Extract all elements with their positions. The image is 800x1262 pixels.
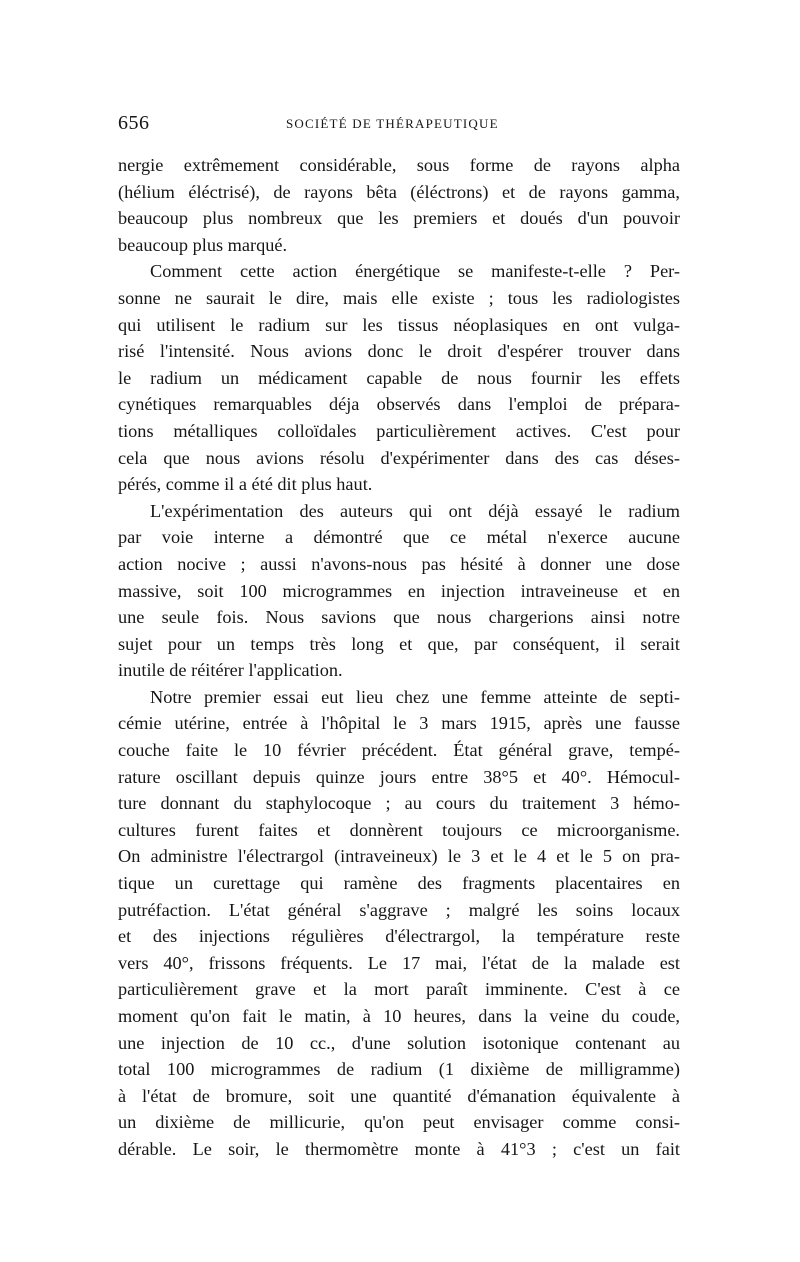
text-line: le radium un médicament capable de nous fournir les effets	[118, 367, 680, 388]
text-line: ture donnant du staphylocoque ; au cours du traitement 3 hémo-	[118, 793, 680, 814]
text-line: cynétiques remarquables déja observés dans l'emploi de prépara-	[118, 394, 680, 415]
text-line: sonne ne saurait le dire, mais elle existe ; tous les radiologistes	[118, 287, 680, 308]
text-line: beaucoup plus marqué.	[118, 234, 288, 255]
text-line: action nocive ; aussi n'avons-nous pas hésité à donner une dose	[118, 553, 680, 574]
text-line: beaucoup plus nombreux que les premiers et doués d'un pouvoir	[118, 208, 680, 229]
text-line: inutile de réitérer l'application.	[118, 660, 343, 681]
text-line: cela que nous avions résolu d'expérimenter dans des cas déses-	[118, 447, 680, 468]
text-line: à l'état de bromure, soit une quantité d'émanation équivalente à	[118, 1085, 680, 1106]
text-line: tions métalliques colloïdales particulièrement actives. C'est pour	[118, 420, 680, 441]
text-line: et des injections régulières d'électrargol, la température reste	[118, 926, 680, 947]
text-line: particulièrement grave et la mort paraît imminente. C'est à ce	[118, 979, 680, 1000]
running-head: SOCIÉTÉ DE THÉRAPEUTIQUE	[286, 116, 499, 131]
text-line: nergie extrêmement considérable, sous forme de rayons alpha	[118, 155, 680, 175]
paragraph	[118, 258, 680, 497]
text-line: Comment cette action énergétique se manifeste-t-elle ? Per-	[150, 261, 680, 282]
text-line: un dixième de millicurie, qu'on peut envisager comme consi-	[118, 1112, 680, 1133]
page-number: 656	[118, 112, 150, 134]
text-line: tique un curettage qui ramène des fragments placentaires en	[118, 873, 680, 894]
text-line: rature oscillant depuis quinze jours entre 38°5 et 40°. Hémocul-	[118, 766, 680, 787]
text-line: (hélium éléctrisé), de rayons bêta (éléctrons) et de rayons gamma,	[118, 181, 680, 202]
page-header	[118, 112, 678, 142]
paragraph	[118, 498, 680, 684]
text-line: une injection de 10 cc., d'une solution isotonique contenant au	[118, 1032, 680, 1053]
text-line: couche faite le 10 février précédent. État général grave, tempé-	[118, 740, 680, 761]
text-line: moment qu'on fait le matin, à 10 heures, dans la veine du coude,	[118, 1006, 680, 1026]
text-line: dérable. Le soir, le thermomètre monte à 41°3 ; c'est un fait	[118, 1138, 680, 1159]
text-line: L'expérimentation des auteurs qui ont déjà essayé le radium	[150, 500, 680, 521]
text-line: cémie utérine, entrée à l'hôpital le 3 mars 1915, après une fausse	[118, 713, 680, 734]
text-line: putréfaction. L'état général s'aggrave ; malgré les soins locaux	[118, 899, 680, 920]
text-line: On administre l'électrargol (intraveineux) le 3 et le 4 et le 5 on pra-	[118, 846, 680, 867]
paragraph	[118, 684, 680, 1163]
text-line: total 100 microgrammes de radium (1 dixième de milligramme)	[118, 1059, 680, 1080]
text-line: qui utilisent le radium sur les tissus néoplasiques en ont vulga-	[118, 314, 680, 335]
text-line: vers 40°, frissons fréquents. Le 17 mai, l'état de la malade est	[118, 952, 680, 973]
text-line: par voie interne a démontré que ce métal n'exerce aucune	[118, 527, 680, 548]
text-line: sujet pour un temps très long et que, par conséquent, il serait	[118, 633, 680, 654]
text-line: massive, soit 100 microgrammes en injection intraveineuse et en	[118, 580, 680, 601]
paragraph	[118, 152, 680, 258]
text-line: risé l'intensité. Nous avions donc le droit d'espérer trouver dans	[118, 341, 680, 362]
text-line: une seule fois. Nous savions que nous chargerions ainsi notre	[118, 607, 680, 628]
text-line: cultures furent faites et donnèrent toujours ce microorganisme.	[118, 819, 680, 840]
body-text	[118, 152, 680, 1163]
text-line: Notre premier essai eut lieu chez une femme atteinte de septi-	[150, 686, 680, 707]
text-line: pérés, comme il a été dit plus haut.	[118, 474, 373, 495]
